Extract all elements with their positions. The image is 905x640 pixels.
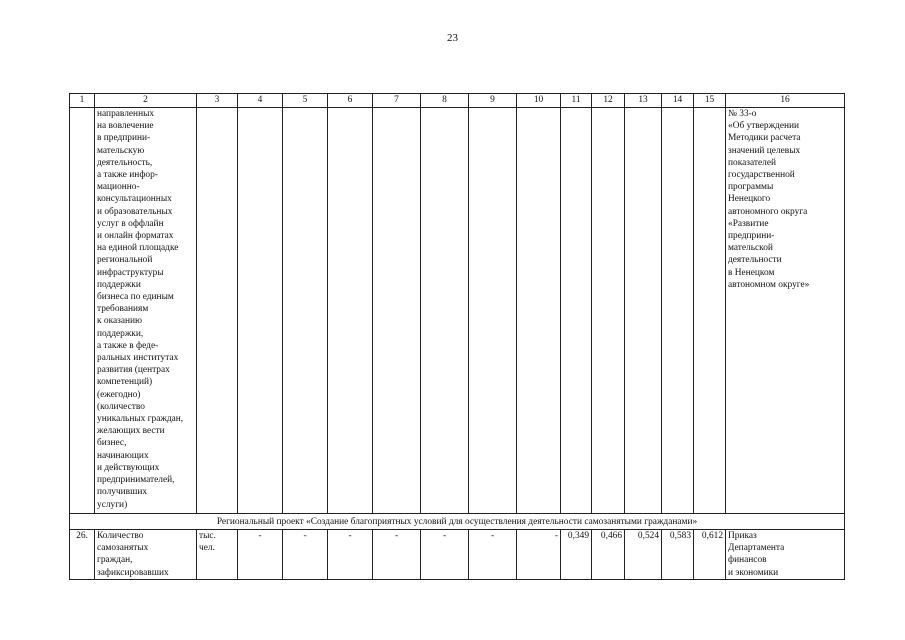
column-header: 12 xyxy=(592,94,625,108)
table-cell xyxy=(283,108,328,514)
column-header: 2 xyxy=(95,94,197,108)
reference-cell: № 33-о «Об утверждении Методики расчета значений целевых показателей государственной программы Ненецкого автономного округа «Развитие предприни- мательской деятельности в Ненецком автономном округе» xyxy=(726,108,845,514)
table-cell xyxy=(421,108,469,514)
table-cell xyxy=(694,108,726,514)
table-cell xyxy=(469,108,517,514)
table-cell xyxy=(517,108,561,514)
table-cell xyxy=(70,108,95,514)
value-cell: - xyxy=(328,530,373,580)
table-row xyxy=(70,530,845,580)
column-header: 13 xyxy=(625,94,662,108)
column-header: 11 xyxy=(561,94,592,108)
column-header: 14 xyxy=(662,94,694,108)
row-number: 26. xyxy=(70,530,95,580)
table-cell xyxy=(238,108,283,514)
table-cell xyxy=(625,108,662,514)
column-header: 6 xyxy=(328,94,373,108)
value-cell: 0,583 xyxy=(662,530,694,580)
project-heading-row xyxy=(70,514,845,530)
reference-cell: Приказ Департамента финансов и экономики xyxy=(726,530,845,580)
value-cell: - xyxy=(421,530,469,580)
table-cell xyxy=(328,108,373,514)
table-cell xyxy=(592,108,625,514)
data-table xyxy=(69,93,845,580)
value-cell: - xyxy=(238,530,283,580)
value-cell: 0,524 xyxy=(625,530,662,580)
column-number-row xyxy=(70,94,845,108)
column-header: 1 xyxy=(70,94,95,108)
value-cell: 0,466 xyxy=(592,530,625,580)
column-header: 7 xyxy=(373,94,421,108)
table-cell xyxy=(373,108,421,514)
column-header: 16 xyxy=(726,94,845,108)
value-cell: - xyxy=(283,530,328,580)
table-cell xyxy=(561,108,592,514)
indicator-cell: направленных на вовлечение в предприни- мательскую деятельность, а также инфор- мационно- консультационных и образовательных услуг в оффлайн и онлайн форматах на единой площадке региональной инфраструктуры поддержки бизнеса по единым требованиям к оказанию поддержки, а также в феде- ральных институтах развития (центрах компетенций) (ежегодно) (количество уникальных граждан, желающих вести бизнес, начинающих и действующих предпринимателей, получивших услуги) xyxy=(95,108,197,514)
value-cell: - xyxy=(517,530,561,580)
column-header: 10 xyxy=(517,94,561,108)
column-header: 4 xyxy=(238,94,283,108)
value-cell: 0,612 xyxy=(694,530,726,580)
column-header: 5 xyxy=(283,94,328,108)
column-header: 8 xyxy=(421,94,469,108)
unit-cell: тыс. чел. xyxy=(197,530,238,580)
table-cell xyxy=(197,108,238,514)
column-header: 3 xyxy=(197,94,238,108)
value-cell: - xyxy=(373,530,421,580)
value-cell: 0,349 xyxy=(561,530,592,580)
indicator-cell: Количество самозанятых граждан, зафиксировавших xyxy=(95,530,197,580)
value-cell: - xyxy=(469,530,517,580)
column-header: 15 xyxy=(694,94,726,108)
project-heading: Региональный проект «Создание благоприятных условий для осуществления деятельности самозанятыми гражданами» xyxy=(70,514,845,530)
page-number: 23 xyxy=(447,32,458,44)
column-header: 9 xyxy=(469,94,517,108)
table-cell xyxy=(662,108,694,514)
table-row xyxy=(70,108,845,514)
